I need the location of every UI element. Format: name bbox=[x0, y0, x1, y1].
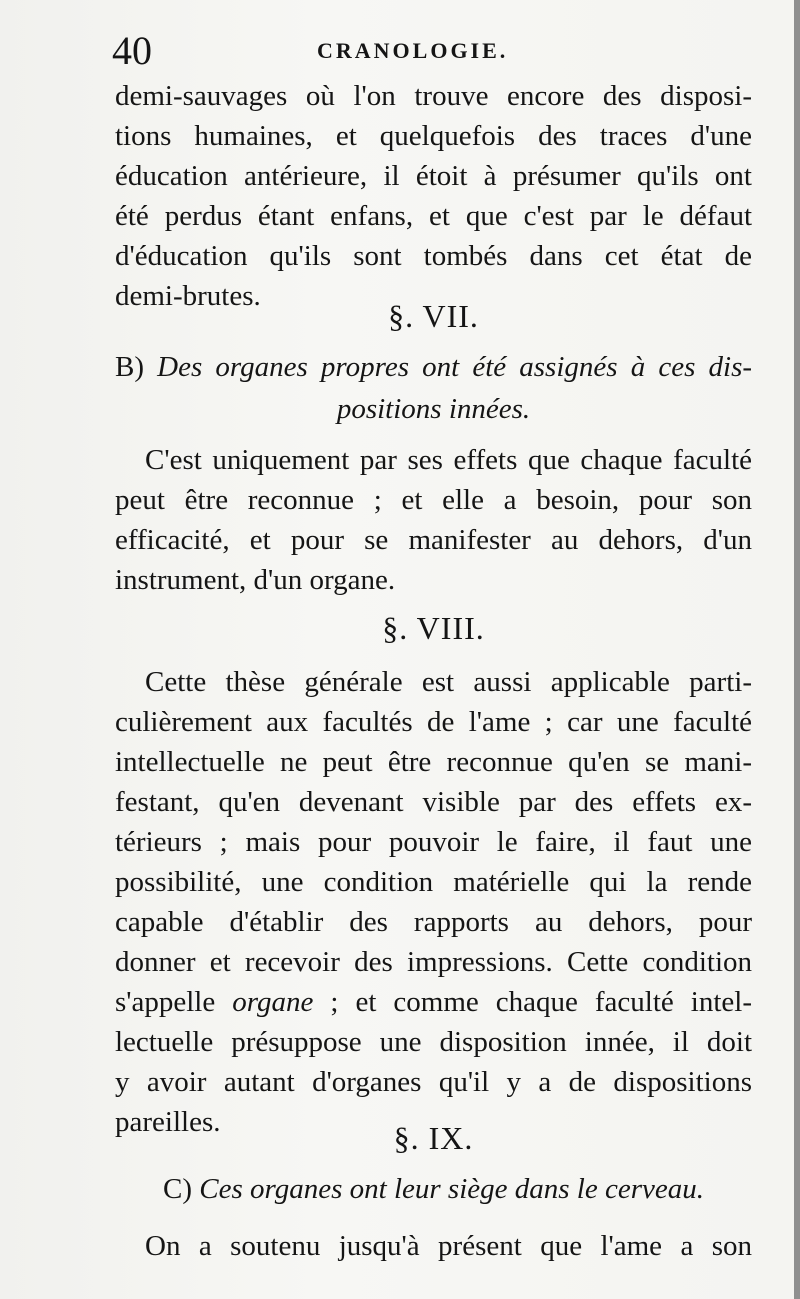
section-7-heading-line-1: Des organes propres ont été assignés à ces dis- bbox=[157, 351, 753, 383]
text-line: possibilité, une condition matérielle qui la rende bbox=[115, 866, 752, 898]
text-line: donner et recevoir des impressions. Cette condition bbox=[115, 946, 752, 978]
text-line: demi-brutes. bbox=[115, 280, 261, 312]
text-line: éducation antérieure, il étoit à présumer qu'ils ont bbox=[115, 160, 752, 192]
text-line: intellectuelle ne peut être reconnue qu'en se mani- bbox=[115, 746, 752, 778]
page-header bbox=[112, 28, 762, 78]
text-line: lectuelle présuppose une disposition innée, il doit bbox=[115, 1026, 752, 1058]
section-9-title: §. IX. bbox=[393, 1120, 474, 1156]
text-line-organe: s'appelle organe ; et comme chaque faculté intel- bbox=[115, 986, 752, 1018]
italic-organe: organe bbox=[232, 986, 314, 1018]
text-line: culièrement aux facultés de l'ame ; car une faculté bbox=[115, 706, 752, 738]
text-line: peut être reconnue ; et elle a besoin, pour son bbox=[115, 484, 752, 516]
text-line: instrument, d'un organe. bbox=[115, 564, 396, 596]
text-line: festant, qu'en devenant visible par des effets ex- bbox=[115, 786, 752, 818]
text-line: térieurs ; mais pour pouvoir le faire, il faut une bbox=[115, 826, 752, 858]
text-line: Cette thèse générale est aussi applicable parti- bbox=[145, 666, 752, 698]
paragraph-3 bbox=[115, 662, 752, 1142]
text-line: C'est uniquement par ses effets que chaque faculté bbox=[145, 444, 752, 476]
text-line: On a soutenu jusqu'à présent que l'ame a son bbox=[145, 1230, 752, 1262]
section-9-heading bbox=[115, 1168, 752, 1210]
paragraph-4 bbox=[115, 1226, 752, 1266]
section-7-title: §. VII. bbox=[388, 298, 479, 334]
text-line: pareilles. bbox=[115, 1106, 221, 1138]
text-line: demi-sauvages où l'on trouve encore des disposi- bbox=[115, 80, 752, 112]
paragraph-1 bbox=[115, 76, 752, 316]
text-line: d'éducation qu'ils sont tombés dans cet état de bbox=[115, 240, 752, 272]
text-line: capable d'établir des rapports au dehors, pour bbox=[115, 906, 752, 938]
page-number: 40 bbox=[112, 28, 152, 73]
section-7-heading-line-2: positions innées. bbox=[336, 393, 531, 425]
paragraph-2 bbox=[115, 440, 752, 600]
section-7-heading bbox=[115, 346, 752, 430]
section-9-heading-text: Ces organes ont leur siège dans le cerveau. bbox=[199, 1173, 704, 1205]
text-line: efficacité, et pour se manifester au dehors, d'un bbox=[115, 524, 752, 556]
text-line: été perdus étant enfans, et que c'est par le défaut bbox=[115, 200, 752, 232]
section-7-label: B) bbox=[115, 351, 144, 383]
text-line: tions humaines, et quelquefois des traces d'une bbox=[115, 120, 752, 152]
section-8-title: §. VIII. bbox=[382, 610, 485, 646]
text-line: y avoir autant d'organes qu'il y a de dispositions bbox=[115, 1066, 752, 1098]
section-9-label: C) bbox=[163, 1173, 193, 1205]
running-head: CRANOLOGIE. bbox=[317, 38, 509, 63]
